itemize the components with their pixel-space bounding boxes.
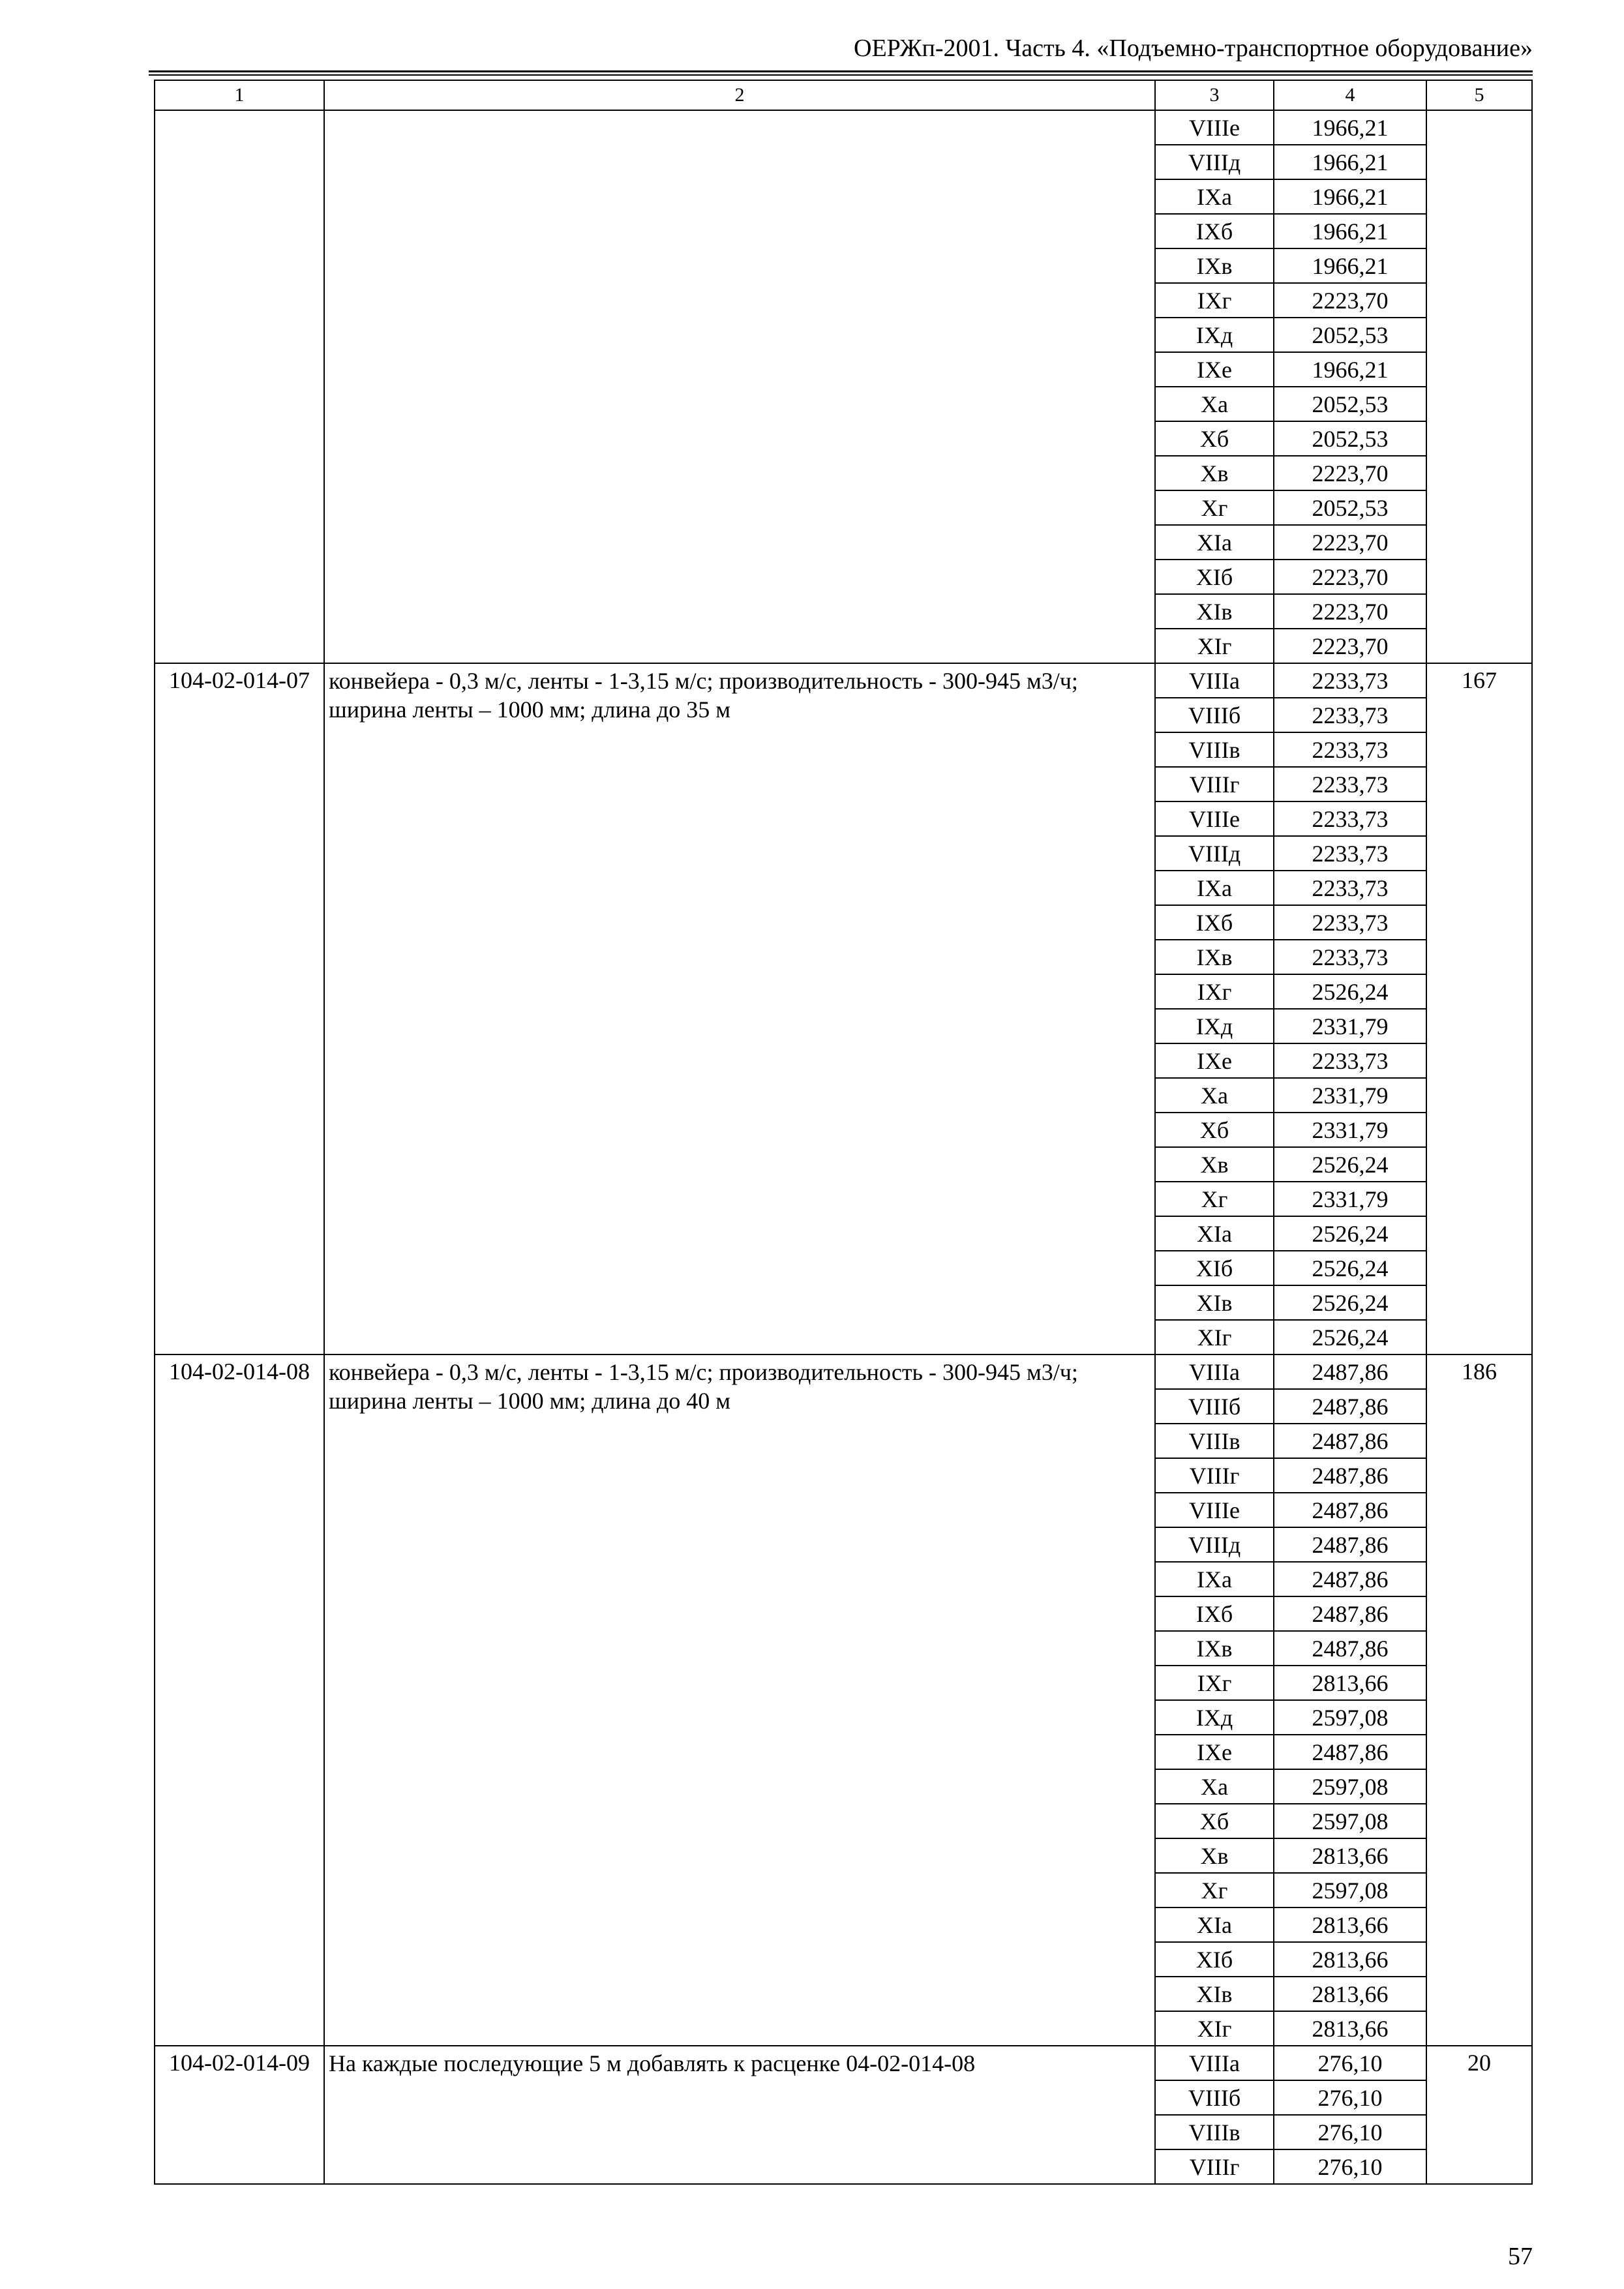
zone-cell: IXа — [1155, 179, 1274, 214]
value-cell: 2487,86 — [1274, 1354, 1426, 1389]
value-cell: 2052,53 — [1274, 490, 1426, 525]
zone-cell: XIа — [1155, 525, 1274, 560]
value-cell: 2487,86 — [1274, 1424, 1426, 1458]
header-rule — [149, 70, 1533, 72]
value-cell: 2331,79 — [1274, 1009, 1426, 1043]
description-cell: конвейера - 0,3 м/с, ленты - 1-3,15 м/с; производительность - 300-945 м3/ч; ширина ленты – 1000 мм; длина до 40 м — [324, 1354, 1155, 2046]
table-row — [155, 2046, 1532, 2080]
zone-cell: XIг — [1155, 2011, 1274, 2046]
value-cell: 2487,86 — [1274, 1631, 1426, 1666]
zone-cell: VIIIб — [1155, 1389, 1274, 1424]
value-cell: 1966,21 — [1274, 248, 1426, 283]
zone-cell: VIIIе — [1155, 801, 1274, 836]
running-header: ОЕРЖп-2001. Часть 4. «Подъемно-транспортное оборудование» — [854, 35, 1533, 62]
value-cell: 2597,08 — [1274, 1700, 1426, 1735]
zone-cell: IXб — [1155, 905, 1274, 940]
value-cell: 2233,73 — [1274, 767, 1426, 801]
value-cell: 2233,73 — [1274, 905, 1426, 940]
value-cell: 2526,24 — [1274, 1320, 1426, 1354]
zone-cell: Xв — [1155, 1838, 1274, 1873]
value-cell: 2813,66 — [1274, 2011, 1426, 2046]
value-cell: 2597,08 — [1274, 1769, 1426, 1804]
table-row — [155, 663, 1532, 698]
zone-cell: IXд — [1155, 1009, 1274, 1043]
value-cell: 2052,53 — [1274, 421, 1426, 456]
value-cell: 2526,24 — [1274, 1216, 1426, 1251]
zone-cell: IXе — [1155, 1043, 1274, 1078]
zone-cell: VIIIб — [1155, 2080, 1274, 2115]
value-cell: 2233,73 — [1274, 836, 1426, 871]
value-cell: 1966,21 — [1274, 352, 1426, 387]
zone-cell: VIIIв — [1155, 1424, 1274, 1458]
zone-cell: XIг — [1155, 1320, 1274, 1354]
column-number-row — [155, 80, 1532, 110]
zone-cell: Xв — [1155, 456, 1274, 490]
zone-cell: VIIIг — [1155, 1458, 1274, 1493]
value-cell: 2223,70 — [1274, 629, 1426, 663]
value-cell: 2487,86 — [1274, 1527, 1426, 1562]
zone-cell: XIв — [1155, 594, 1274, 629]
description-cell: На каждые последующие 5 м добавлять к расценке 04-02-014-08 — [324, 2046, 1155, 2184]
zone-cell: Xб — [1155, 1804, 1274, 1838]
value-cell: 2233,73 — [1274, 1043, 1426, 1078]
value-cell: 2487,86 — [1274, 1735, 1426, 1769]
value-cell: 2052,53 — [1274, 318, 1426, 352]
col5-cell: 186 — [1426, 1354, 1532, 2046]
description-cell — [324, 110, 1155, 663]
value-cell: 2331,79 — [1274, 1113, 1426, 1147]
zone-cell: IXб — [1155, 214, 1274, 248]
zone-cell: XIб — [1155, 560, 1274, 594]
zone-cell: VIIIг — [1155, 2149, 1274, 2184]
zone-cell: Xг — [1155, 1182, 1274, 1216]
value-cell: 1966,21 — [1274, 214, 1426, 248]
col5-cell — [1426, 110, 1532, 663]
zone-cell: VIIIа — [1155, 663, 1274, 698]
value-cell: 2233,73 — [1274, 940, 1426, 974]
zone-cell: XIг — [1155, 629, 1274, 663]
value-cell: 2813,66 — [1274, 1977, 1426, 2011]
price-table — [154, 80, 1533, 2185]
zone-cell: IXе — [1155, 352, 1274, 387]
zone-cell: VIIIа — [1155, 2046, 1274, 2080]
value-cell: 2526,24 — [1274, 1285, 1426, 1320]
zone-cell: IXв — [1155, 1631, 1274, 1666]
value-cell: 2233,73 — [1274, 871, 1426, 905]
zone-cell: IXе — [1155, 1735, 1274, 1769]
value-cell: 276,10 — [1274, 2149, 1426, 2184]
zone-cell: VIIIе — [1155, 110, 1274, 145]
value-cell: 2233,73 — [1274, 663, 1426, 698]
value-cell: 2487,86 — [1274, 1493, 1426, 1527]
zone-cell: VIIIе — [1155, 1493, 1274, 1527]
zone-cell: IXд — [1155, 318, 1274, 352]
value-cell: 2331,79 — [1274, 1182, 1426, 1216]
zone-cell: VIIIв — [1155, 2115, 1274, 2149]
zone-cell: IXб — [1155, 1596, 1274, 1631]
col5-cell: 167 — [1426, 663, 1532, 1354]
value-cell: 2223,70 — [1274, 283, 1426, 318]
value-cell: 2813,66 — [1274, 1942, 1426, 1977]
zone-cell: Xб — [1155, 421, 1274, 456]
column-number: 2 — [324, 80, 1155, 110]
zone-cell: IXв — [1155, 940, 1274, 974]
code-cell: 104-02-014-09 — [155, 2046, 324, 2184]
column-number: 1 — [155, 80, 324, 110]
zone-cell: IXг — [1155, 974, 1274, 1009]
zone-cell: IXд — [1155, 1700, 1274, 1735]
value-cell: 2233,73 — [1274, 732, 1426, 767]
zone-cell: VIIIд — [1155, 1527, 1274, 1562]
value-cell: 2813,66 — [1274, 1838, 1426, 1873]
zone-cell: XIа — [1155, 1908, 1274, 1942]
code-cell: 104-02-014-08 — [155, 1354, 324, 2046]
value-cell: 2526,24 — [1274, 974, 1426, 1009]
value-cell: 2597,08 — [1274, 1804, 1426, 1838]
zone-cell: VIIIд — [1155, 836, 1274, 871]
col5-cell: 20 — [1426, 2046, 1532, 2184]
zone-cell: XIв — [1155, 1285, 1274, 1320]
value-cell: 2487,86 — [1274, 1389, 1426, 1424]
zone-cell: IXа — [1155, 1562, 1274, 1596]
table-row — [155, 1354, 1532, 1389]
code-cell — [155, 110, 324, 663]
value-cell: 2052,53 — [1274, 387, 1426, 421]
value-cell: 2526,24 — [1274, 1147, 1426, 1182]
value-cell: 1966,21 — [1274, 110, 1426, 145]
zone-cell: VIIIа — [1155, 1354, 1274, 1389]
value-cell: 2223,70 — [1274, 594, 1426, 629]
page-number: 57 — [1508, 2243, 1533, 2270]
value-cell: 2487,86 — [1274, 1596, 1426, 1631]
zone-cell: Xа — [1155, 1078, 1274, 1113]
column-number: 3 — [1155, 80, 1274, 110]
zone-cell: IXа — [1155, 871, 1274, 905]
zone-cell: Xг — [1155, 1873, 1274, 1908]
value-cell: 1966,21 — [1274, 179, 1426, 214]
value-cell: 2487,86 — [1274, 1458, 1426, 1493]
zone-cell: VIIIб — [1155, 698, 1274, 732]
value-cell: 2223,70 — [1274, 560, 1426, 594]
zone-cell: VIIIд — [1155, 145, 1274, 179]
zone-cell: VIIIг — [1155, 767, 1274, 801]
value-cell: 276,10 — [1274, 2080, 1426, 2115]
zone-cell: Xв — [1155, 1147, 1274, 1182]
value-cell: 2331,79 — [1274, 1078, 1426, 1113]
value-cell: 1966,21 — [1274, 145, 1426, 179]
header-rule — [149, 74, 1533, 76]
value-cell: 2487,86 — [1274, 1562, 1426, 1596]
value-cell: 2597,08 — [1274, 1873, 1426, 1908]
value-cell: 276,10 — [1274, 2115, 1426, 2149]
table-row — [155, 110, 1532, 145]
value-cell: 276,10 — [1274, 2046, 1426, 2080]
zone-cell: VIIIв — [1155, 732, 1274, 767]
zone-cell: IXг — [1155, 1666, 1274, 1700]
value-cell: 2223,70 — [1274, 456, 1426, 490]
value-cell: 2223,70 — [1274, 525, 1426, 560]
zone-cell: IXг — [1155, 283, 1274, 318]
zone-cell: Xа — [1155, 387, 1274, 421]
zone-cell: Xа — [1155, 1769, 1274, 1804]
zone-cell: XIв — [1155, 1977, 1274, 2011]
column-number: 4 — [1274, 80, 1426, 110]
value-cell: 2233,73 — [1274, 698, 1426, 732]
value-cell: 2813,66 — [1274, 1908, 1426, 1942]
zone-cell: IXв — [1155, 248, 1274, 283]
value-cell: 2813,66 — [1274, 1666, 1426, 1700]
zone-cell: XIа — [1155, 1216, 1274, 1251]
description-cell: конвейера - 0,3 м/с, ленты - 1-3,15 м/с; производительность - 300-945 м3/ч; ширина ленты – 1000 мм; длина до 35 м — [324, 663, 1155, 1354]
value-cell: 2233,73 — [1274, 801, 1426, 836]
code-cell: 104-02-014-07 — [155, 663, 324, 1354]
value-cell: 2526,24 — [1274, 1251, 1426, 1285]
zone-cell: Xг — [1155, 490, 1274, 525]
zone-cell: XIб — [1155, 1251, 1274, 1285]
zone-cell: Xб — [1155, 1113, 1274, 1147]
column-number: 5 — [1426, 80, 1532, 110]
zone-cell: XIб — [1155, 1942, 1274, 1977]
